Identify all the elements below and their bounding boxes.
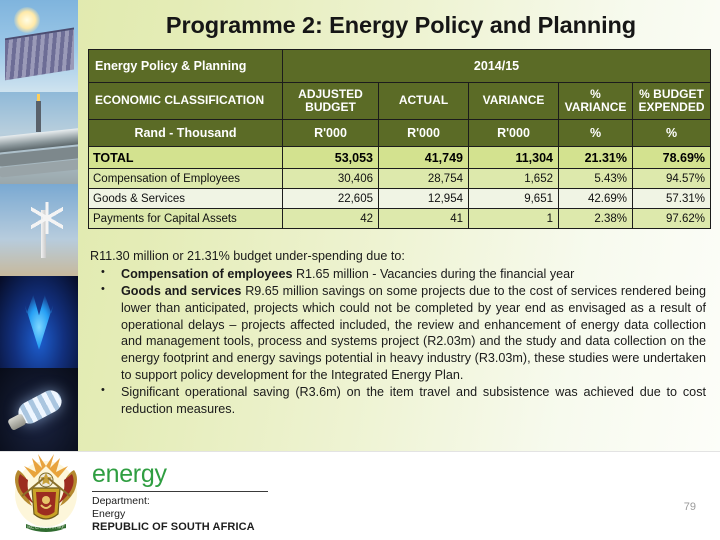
cell-actual: 41,749 <box>379 147 469 169</box>
page-title: Programme 2: Energy Policy and Planning <box>165 11 637 38</box>
bullet-text: Significant operational saving (R3.6m) on the item travel and subsistence was achieved due to cost reduction measures. <box>121 385 706 416</box>
column-header-line2: VARIANCE <box>564 100 627 114</box>
page-number: 79 <box>683 501 696 513</box>
table-corner-label: Energy Policy & Planning <box>89 50 283 83</box>
cell-adjusted-budget: 53,053 <box>283 147 379 169</box>
bullet-lead: Compensation of employees <box>121 266 293 281</box>
table-header-row-period <box>89 50 711 83</box>
wind-turbine-photo <box>0 184 78 276</box>
unit-pct-budget-expended: % <box>633 120 711 147</box>
cell-pct-budget-expended: 57.31% <box>633 189 711 209</box>
column-header-line1: ADJUSTED <box>298 86 363 101</box>
narrative-block <box>90 248 706 418</box>
budget-table <box>88 49 711 229</box>
wordmark-department-line1: Department: <box>92 495 150 507</box>
budget-table-container <box>88 49 710 229</box>
unit-variance: R'000 <box>469 120 559 147</box>
column-header-line1: % BUDGET <box>639 86 704 101</box>
cell-pct-budget-expended: 97.62% <box>633 209 711 229</box>
table-row <box>89 147 711 169</box>
column-header-variance: VARIANCE <box>469 83 559 120</box>
row-label: Payments for Capital Assets <box>89 209 283 229</box>
cell-adjusted-budget: 30,406 <box>283 169 379 189</box>
column-header-classification: ECONOMIC CLASSIFICATION <box>89 83 283 120</box>
table-row <box>89 189 711 209</box>
solar-panels-photo <box>0 0 78 92</box>
svg-text:!KE E: /XARRA //KE: !KE E: /XARRA //KE <box>27 524 65 530</box>
south-africa-coat-of-arms-icon <box>8 448 84 532</box>
column-header-pct-variance <box>559 83 633 120</box>
unit-adjusted-budget: R'000 <box>283 120 379 147</box>
unit-actual: R'000 <box>379 120 469 147</box>
wordmark-country: REPUBLIC OF SOUTH AFRICA <box>92 520 255 533</box>
narrative-bullet-list <box>90 266 706 418</box>
row-label: Compensation of Employees <box>89 169 283 189</box>
cell-variance: 1 <box>469 209 559 229</box>
cell-pct-budget-expended: 78.69% <box>633 147 711 169</box>
list-item <box>90 266 706 283</box>
table-unit-row <box>89 120 711 147</box>
cell-pct-variance: 21.31% <box>559 147 633 169</box>
gas-pipeline-photo <box>0 92 78 184</box>
column-header-adjusted-budget <box>283 83 379 120</box>
wordmark-department-line2: Energy <box>92 507 126 520</box>
compact-fluorescent-bulb-photo <box>0 368 78 460</box>
row-label: TOTAL <box>89 147 283 169</box>
cell-actual: 12,954 <box>379 189 469 209</box>
cell-pct-budget-expended: 94.57% <box>633 169 711 189</box>
energy-photo-strip <box>0 0 78 460</box>
unit-row-label: Rand - Thousand <box>89 120 283 147</box>
bullet-text: R1.65 million - Vacancies during the financial year <box>292 266 575 281</box>
cell-adjusted-budget: 22,605 <box>283 189 379 209</box>
column-header-line2: EXPENDED <box>638 100 705 114</box>
table-header-row-columns <box>89 83 711 120</box>
bullet-text: R9.65 million savings on some projects due to the cost of services rendered being lower than anticipated, projects which could not be completed by year end as envisaged as a result of operational delays – projects affected included, the review and enhancement of energy data collection and management tools, process and systems project (R2.03m) and the study and data collection on the energy footprint and energy savings potential in heavy industry (R3.03m), these studies were undertaken to support policy development for the Integrated Energy Plan. <box>121 283 706 383</box>
narrative-intro: R11.30 million or 21.31% budget under-spending due to: <box>90 249 405 263</box>
column-header-line1: % <box>590 86 601 101</box>
unit-pct-variance: % <box>559 120 633 147</box>
slide-footer <box>0 451 720 540</box>
cell-pct-variance: 5.43% <box>559 169 633 189</box>
cell-actual: 28,754 <box>379 169 469 189</box>
column-header-pct-budget-expended <box>633 83 711 120</box>
wordmark-divider <box>92 491 268 492</box>
cell-pct-variance: 42.69% <box>559 189 633 209</box>
table-row <box>89 169 711 189</box>
cell-actual: 41 <box>379 209 469 229</box>
gas-flame-photo <box>0 276 78 368</box>
bullet-lead: Goods and services <box>121 283 242 298</box>
table-row <box>89 209 711 229</box>
cell-adjusted-budget: 42 <box>283 209 379 229</box>
energy-department-wordmark <box>92 462 332 534</box>
cell-pct-variance: 2.38% <box>559 209 633 229</box>
cell-variance: 11,304 <box>469 147 559 169</box>
wordmark-energy: energy <box>92 460 167 488</box>
row-label: Goods & Services <box>89 189 283 209</box>
cell-variance: 1,652 <box>469 169 559 189</box>
table-period-label: 2014/15 <box>283 50 711 83</box>
cell-variance: 9,651 <box>469 189 559 209</box>
column-header-line2: BUDGET <box>305 100 356 114</box>
list-item <box>90 283 706 384</box>
list-item <box>90 384 706 418</box>
column-header-actual: ACTUAL <box>379 83 469 120</box>
